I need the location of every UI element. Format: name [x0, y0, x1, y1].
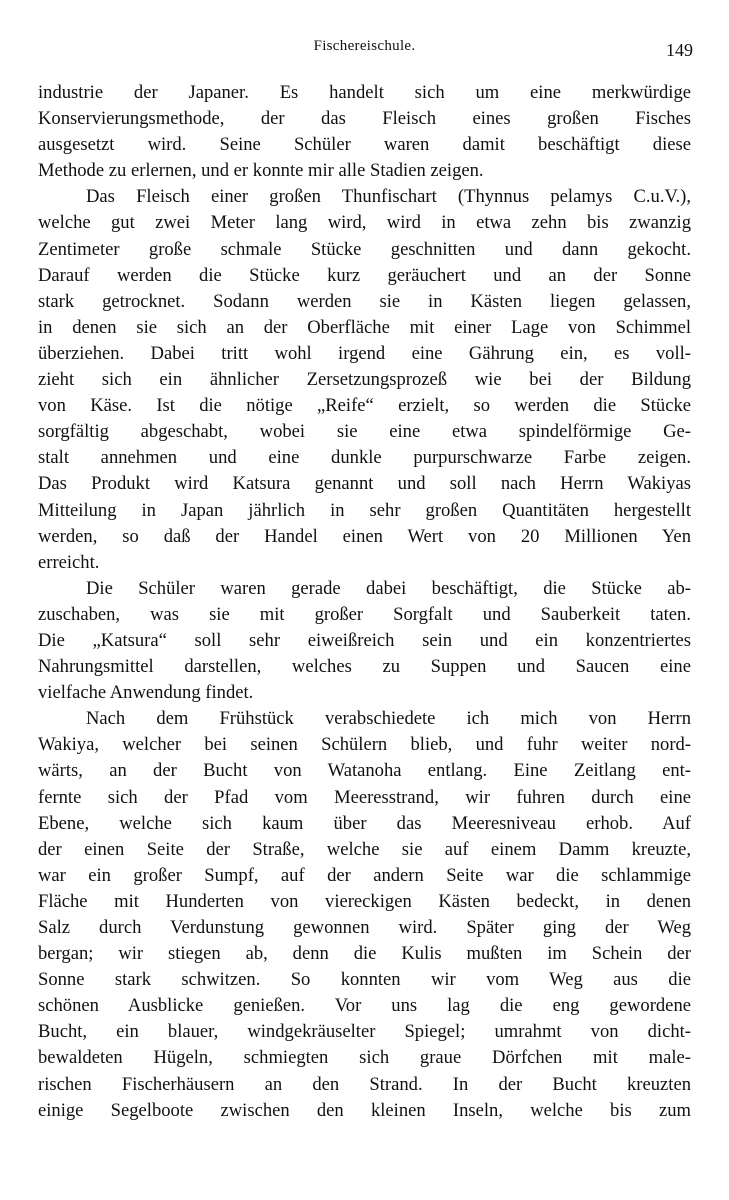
text-line: Zentimeter große schmale Stücke geschnitten und dann gekocht. — [38, 238, 691, 260]
running-head — [0, 38, 729, 62]
text-line: zieht sich ein ähnlicher Zersetzungsprozeß wie bei der Bildung — [38, 369, 691, 391]
text-line: Mitteilung in Japan jährlich in sehr großen Quantitäten hergestellt — [38, 499, 691, 521]
text-line: sorgfältig abgeschabt, wobei sie eine etwa spindelförmige Ge- — [38, 421, 691, 443]
running-title: Fischereischule. — [313, 38, 416, 54]
text-line: wärts, an der Bucht von Watanoha entlang. Eine Zeitlang ent- — [38, 760, 691, 782]
text-line: einige Segelboote zwischen den kleinen Inseln, welche bis zum — [38, 1099, 691, 1121]
text-line: Wakiya, welcher bei seinen Schülern blieb, und fuhr weiter nord- — [38, 734, 691, 756]
text-line: Die „Katsura“ soll sehr eiweißreich sein und ein konzentriertes — [38, 629, 691, 651]
text-line: rischen Fischerhäusern an den Strand. In der Bucht kreuzten — [38, 1073, 691, 1095]
text-line: Fläche mit Hunderten von viereckigen Kästen bedeckt, in denen — [38, 890, 691, 912]
text-line: Ebene, welche sich kaum über das Meeresniveau erhob. Auf — [38, 812, 691, 834]
text-line: von Käse. Ist die nötige „Reife“ erzielt, so werden die Stücke — [38, 395, 691, 417]
text-line: zuschaben, was sie mit großer Sorgfalt und Sauberkeit taten. — [38, 603, 691, 625]
text-line: welche gut zwei Meter lang wird, wird in etwa zehn bis zwanzig — [38, 212, 691, 234]
text-line: Die Schüler waren gerade dabei beschäftigt, die Stücke ab- — [86, 577, 691, 599]
text-line: Das Produkt wird Katsura genannt und soll nach Herrn Wakiyas — [38, 473, 691, 495]
text-line: überziehen. Dabei tritt wohl irgend eine Gährung ein, es voll- — [38, 342, 691, 364]
text-line: war ein großer Sumpf, auf der andern Seite war die schlammige — [38, 864, 691, 886]
text-line: Salz durch Verdunstung gewonnen wird. Später ging der Weg — [38, 917, 691, 938]
page-number: 149 — [666, 40, 693, 60]
text-line: Sonne stark schwitzen. So konnten wir vom Weg aus die — [38, 969, 691, 991]
text-line: Nahrungsmittel darstellen, welches zu Suppen und Saucen eine — [38, 656, 691, 678]
text-line: in denen sie sich an der Oberfläche mit einer Lage von Schimmel — [38, 316, 691, 338]
text-line: Konservierungsmethode, der das Fleisch eines großen Fisches — [38, 108, 691, 130]
text-line: bewaldeten Hügeln, schmiegten sich graue Dörfchen mit male- — [38, 1047, 691, 1069]
text-line: bergan; wir stiegen ab, denn die Kulis mußten im Schein der — [38, 943, 691, 965]
text-line: fernte sich der Pfad vom Meeresstrand, wir fuhren durch eine — [38, 786, 691, 808]
text-line: Methode zu erlernen, und er konnte mir alle Stadien zeigen. — [38, 160, 484, 182]
body-text — [38, 80, 691, 1124]
text-line: Nach dem Frühstück verabschiedete ich mich von Herrn — [86, 708, 691, 730]
text-line: der einen Seite der Straße, welche sie auf einem Damm kreuzte, — [38, 838, 691, 860]
text-line: werden, so daß der Handel einen Wert von 20 Millionen Yen — [38, 525, 691, 547]
text-line: erreicht. — [38, 551, 100, 573]
text-line: Das Fleisch einer großen Thunfischart (Thynnus pelamys C.u.V.), — [86, 186, 691, 208]
text-line: ausgesetzt wird. Seine Schüler waren damit beschäftigt diese — [38, 134, 691, 156]
text-line: vielfache Anwendung findet. — [38, 682, 254, 704]
text-line: schönen Ausblicke genießen. Vor uns lag die eng gewordene — [38, 995, 691, 1017]
text-line: stalt annehmen und eine dunkle purpurschwarze Farbe zeigen. — [38, 447, 691, 469]
text-line: Bucht, ein blauer, windgekräuselter Spiegel; umrahmt von dicht- — [38, 1021, 691, 1043]
text-line: Darauf werden die Stücke kurz geräuchert und an der Sonne — [38, 264, 691, 286]
text-line: stark getrocknet. Sodann werden sie in Kästen liegen gelassen, — [38, 290, 691, 312]
text-line: industrie der Japaner. Es handelt sich um eine merkwürdige — [38, 82, 691, 103]
